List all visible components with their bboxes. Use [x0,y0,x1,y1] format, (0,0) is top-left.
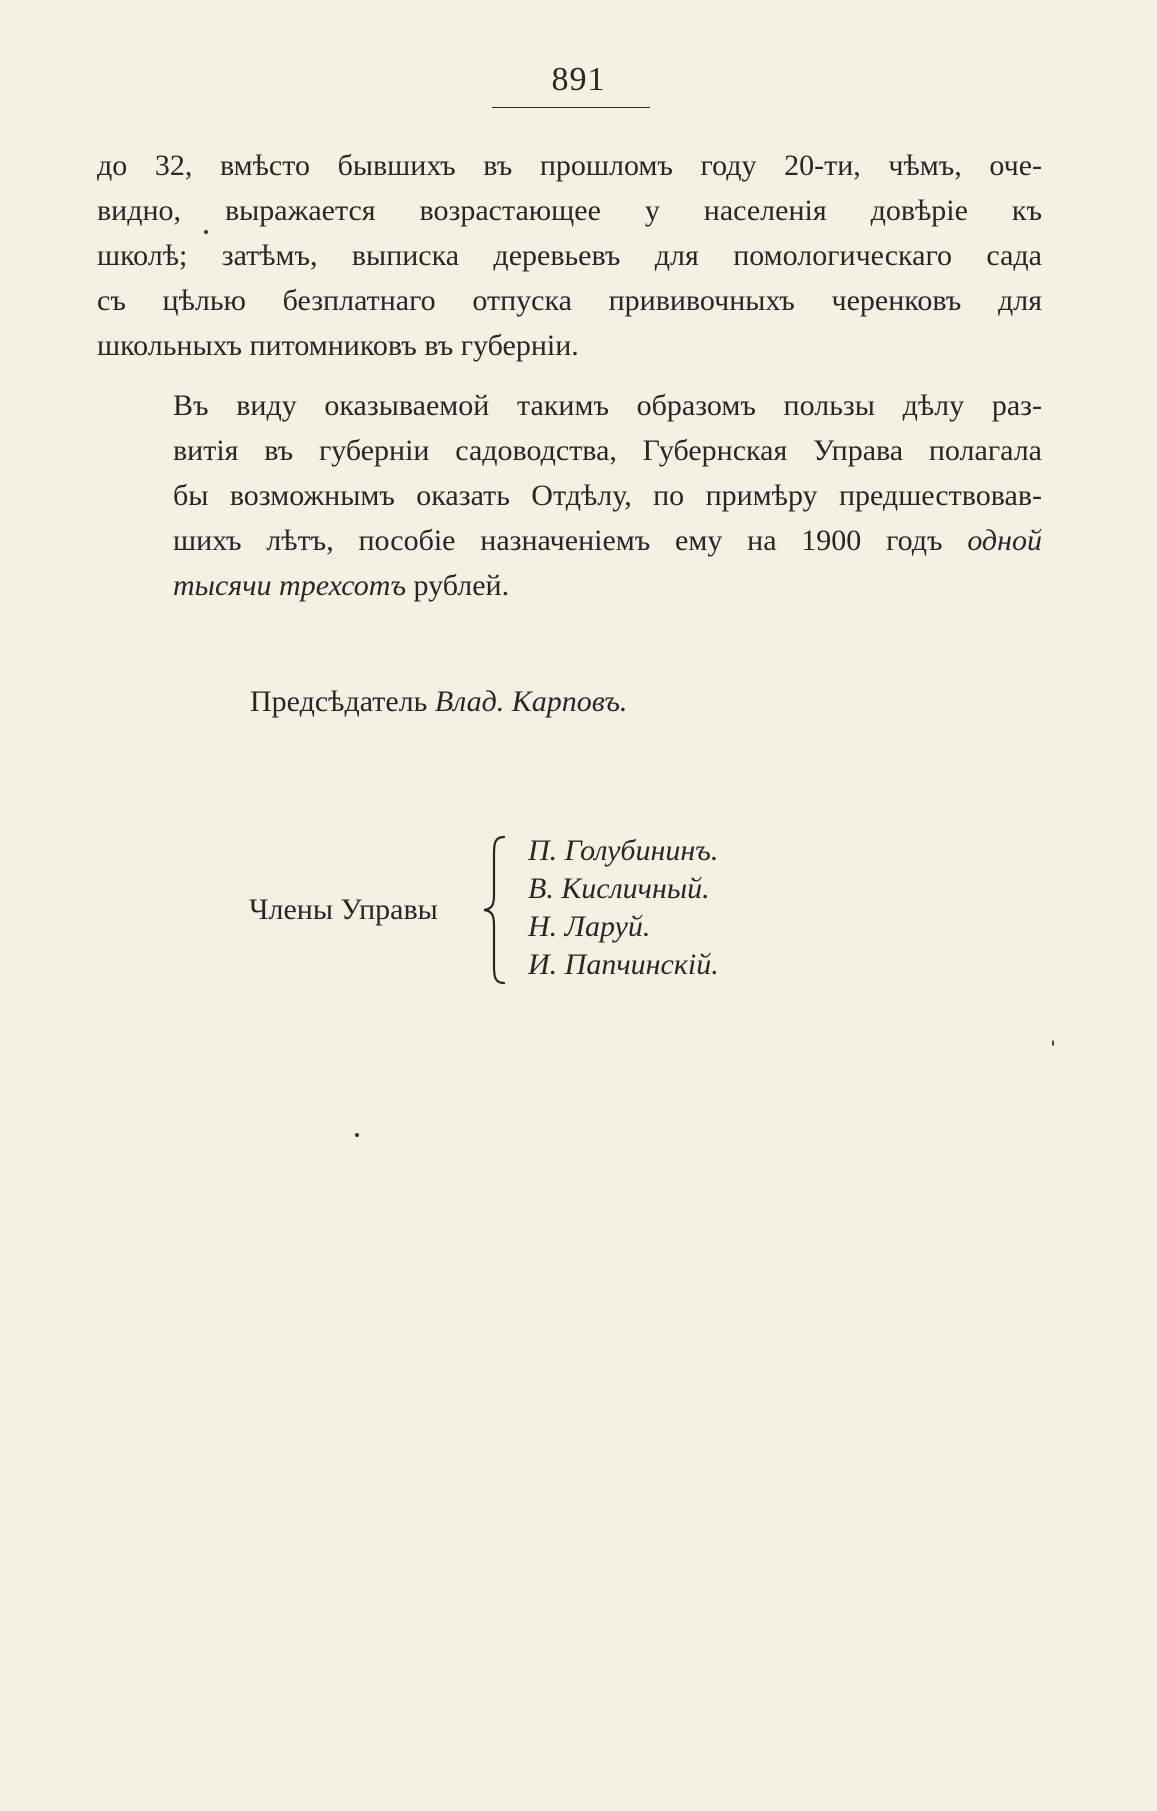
ink-speck [355,1133,359,1137]
paragraph-1-line: до 32, вмѣсто бывшихъ въ прошломъ году 20-ти, чѣмъ, оче- [97,149,1042,182]
paragraph-2-line: витія въ губерніи садоводства, Губернская Управа полагала [173,434,1042,467]
members-label: Члены Управы [249,893,438,926]
paragraph-2-line-text: шихъ лѣтъ, пособіе назначеніемъ ему на 1900 годъ [173,524,943,557]
paragraph-1-line: школьныхъ питомниковъ въ губерніи. [97,329,579,362]
paragraph-1-line: видно, выражается возрастающее у населенія довѣріе къ [97,194,1042,227]
paragraph-1-line: школѣ; затѣмъ, выписка деревьевъ для помологическаго сада [97,239,1042,272]
chairman-signature [250,682,627,722]
ink-speck [1052,1040,1054,1046]
members-list [528,832,719,984]
chairman-label: Предсѣдатель [250,685,428,718]
curly-brace-icon [480,835,510,985]
paragraph-2-tail: рублей. [413,569,510,602]
paragraph-2-line [97,563,1042,608]
paragraph-2-line: бы возможнымъ оказать Отдѣлу, по примѣру предшествовав- [173,479,1042,512]
page-number: 891 [551,61,606,98]
member-name: П. Голубининъ. [528,834,719,867]
member-name: И. Папчинскій. [528,948,719,981]
page-number-rule [492,107,650,108]
member-name: Н. Ларуй. [528,910,651,943]
paragraph-2-line [97,518,1042,563]
member-name: В. Кисличный. [528,872,710,905]
italic-amount-part-1: одной [967,524,1042,557]
paragraph-1 [97,143,1042,368]
chairman-name: Влад. Карповъ. [434,685,628,718]
ink-speck [204,230,208,234]
paragraph-2-line: Въ виду оказываемой такимъ образомъ пользы дѣлу раз- [173,389,1042,422]
italic-amount-part-2: тысячи трехсотъ [173,569,407,602]
paragraph-1-line: съ цѣлью безплатнаго отпуска прививочныхъ черенковъ для [97,284,1042,317]
paragraph-2 [97,383,1042,608]
